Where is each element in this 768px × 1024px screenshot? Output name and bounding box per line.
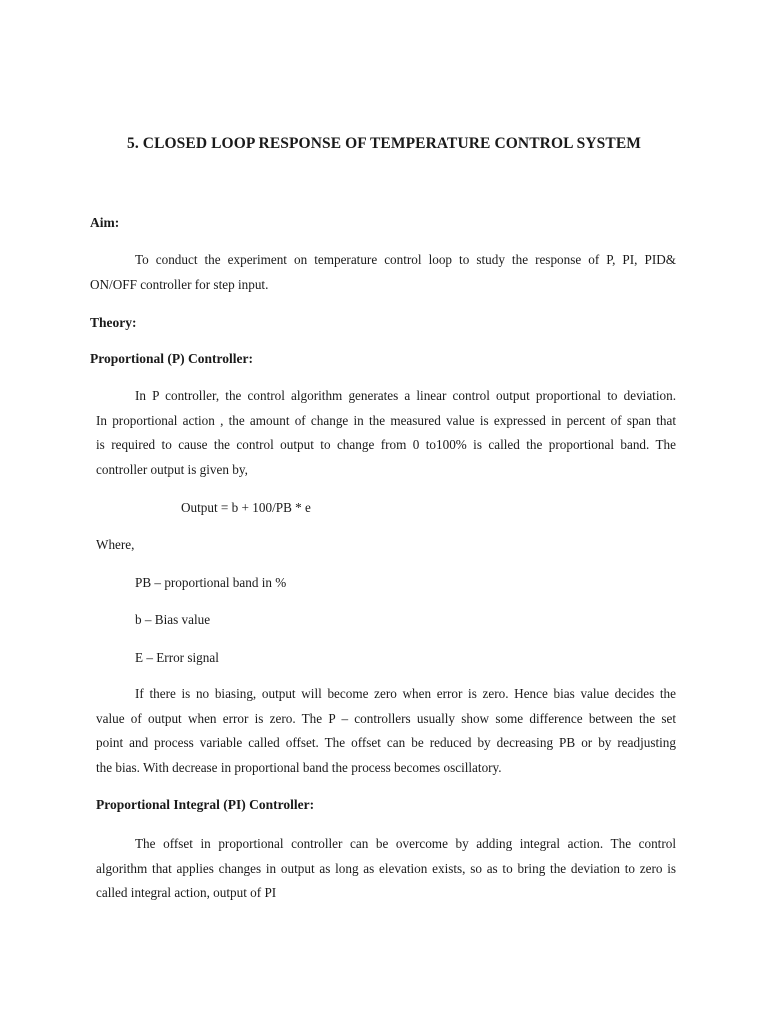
- page-title: 5. CLOSED LOOP RESPONSE OF TEMPERATURE CONTROL SYSTEM: [126, 135, 642, 152]
- aim-line-1: To conduct the experiment on temperature control loop to study the response of P, PI, PID&: [135, 252, 676, 267]
- definition-bias: b – Bias value: [135, 612, 211, 627]
- bias-line-1: If there is no biasing, output will become zero when error is zero. Hence bias value decides the: [135, 686, 676, 701]
- p-line-4: controller output is given by,: [96, 461, 248, 477]
- definition-pb: PB – proportional band in %: [135, 575, 287, 590]
- theory-heading: Theory:: [90, 315, 137, 330]
- bias-paragraph: [96, 682, 676, 780]
- output-formula: Output = b + 100/PB * e: [181, 500, 311, 515]
- p-line-3: is required to cause the control output to change from 0 to100% is called the proportional band. The: [96, 437, 676, 452]
- definition-error: E – Error signal: [135, 650, 219, 665]
- bias-line-4: the bias. With decrease in proportional band the process becomes oscillatory.: [96, 759, 502, 775]
- pi-controller-heading: Proportional Integral (PI) Controller:: [96, 797, 315, 812]
- pi-controller-paragraph: [96, 832, 676, 906]
- p-line-2: In proportional action , the amount of change in the measured value is expressed in percent of span that: [96, 412, 676, 428]
- pi-line-2: algorithm that applies changes in output as long as elevation exists, so as to bring the deviation to zero is: [96, 860, 676, 876]
- bias-line-2: value of output when error is zero. The P – controllers usually show some difference between the set: [96, 710, 676, 726]
- pi-line-1: The offset in proportional controller can be overcome by adding integral action. The control: [135, 836, 676, 851]
- p-line-1: In P controller, the control algorithm generates a linear control output proportional to deviation.: [135, 388, 676, 403]
- p-controller-heading: Proportional (P) Controller:: [90, 351, 253, 366]
- aim-line-2: ON/OFF controller for step input.: [90, 276, 269, 292]
- bias-line-3: point and process variable called offset. The offset can be reduced by decreasing PB or by readjusting: [96, 735, 676, 750]
- aim-heading: Aim:: [90, 215, 120, 230]
- p-controller-paragraph: [96, 384, 676, 482]
- where-label: Where,: [96, 537, 135, 552]
- aim-paragraph: [90, 248, 676, 297]
- pi-line-3: called integral action, output of PI: [96, 885, 277, 900]
